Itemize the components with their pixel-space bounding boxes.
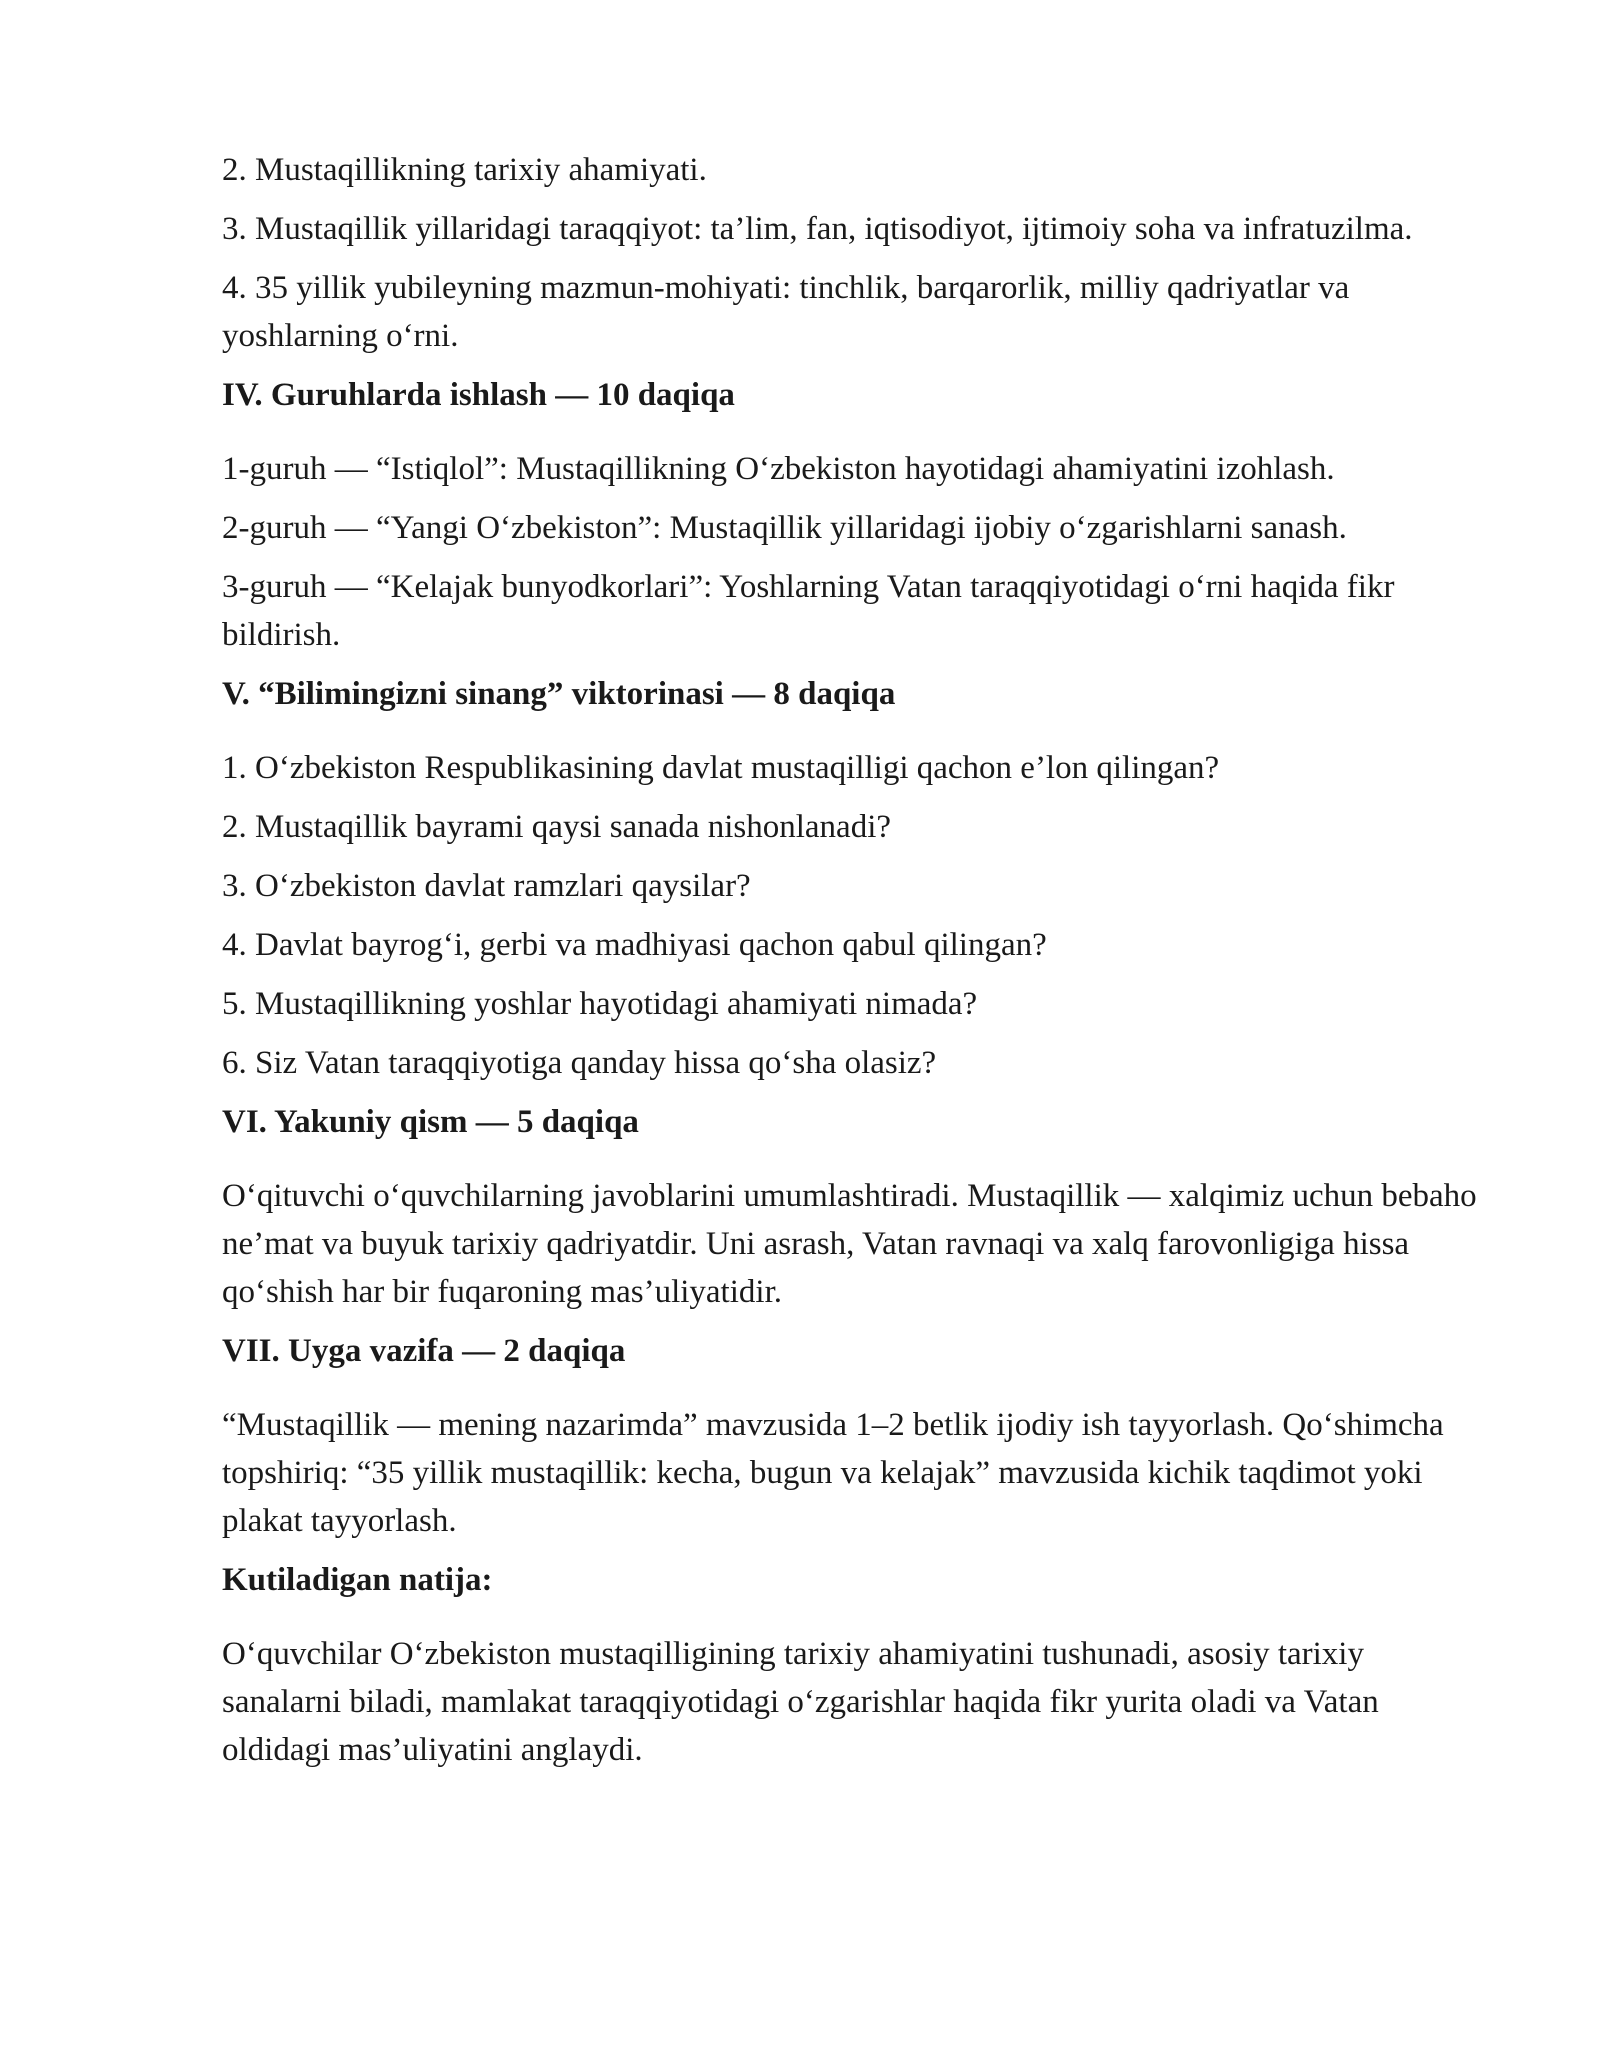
list-item: 4. 35 yillik yubileyning mazmun-mohiyati: tinchlik, barqarorlik, milliy qadriyatlar va yoshlarning o‘rni. xyxy=(222,270,1350,354)
list-item: 3-guruh — “Kelajak bunyodkorlari”: Yoshlarning Vatan taraqqiyotidagi o‘rni haqida fikr bildirish. xyxy=(222,569,1395,653)
list-item: 3. Mustaqillik yillaridagi taraqqiyot: ta’lim, fan, iqtisodiyot, ijtimoiy soha va infratuzilma. xyxy=(222,211,1413,247)
list-item: 5. Mustaqillikning yoshlar hayotidagi ahamiyati nimada? xyxy=(222,986,978,1022)
list-item: 2. Mustaqillikning tarixiy ahamiyati. xyxy=(222,152,707,188)
list-item: 1-guruh — “Istiqlol”: Mustaqillikning O‘zbekiston hayotidagi ahamiyatini izohlash. xyxy=(222,451,1335,487)
paragraph: “Mustaqillik — mening nazarimda” mavzusida 1–2 betlik ijodiy ish tayyorlash. Qo‘shimcha topshiriq: “35 yillik mustaqillik: kecha, bugun va kelajak” mavzusida kichik taqdimot yoki plakat tayyorlash. xyxy=(222,1407,1444,1539)
list-item: 6. Siz Vatan taraqqiyotiga qanday hissa qo‘sha olasiz? xyxy=(222,1045,937,1081)
list-item: 1. O‘zbekiston Respublikasining davlat mustaqilligi qachon e’lon qilingan? xyxy=(222,750,1220,786)
section-heading-iv: IV. Guruhlarda ishlash — 10 daqiqa xyxy=(222,377,735,413)
document-page xyxy=(222,146,1482,1785)
paragraph: O‘quvchilar O‘zbekiston mustaqilligining tarixiy ahamiyatini tushunadi, asosiy tarixiy sanalarni biladi, mamlakat taraqqiyotidagi o‘zgarishlar haqida fikr yurita oladi va Vatan oldidagi mas’uliyatini anglaydi. xyxy=(222,1636,1379,1768)
section-heading-v: V. “Bilimingizni sinang” viktorinasi — 8 daqiqa xyxy=(222,676,896,712)
list-item: 4. Davlat bayrog‘i, gerbi va madhiyasi qachon qabul qilingan? xyxy=(222,927,1047,963)
paragraph: O‘qituvchi o‘quvchilarning javoblarini umumlashtiradi. Mustaqillik — xalqimiz uchun bebaho ne’mat va buyuk tarixiy qadriyatdir. Uni asrash, Vatan ravnaqi va xalq farovonligiga hissa qo‘shish har bir fuqaroning mas’uliyatidir. xyxy=(222,1178,1477,1310)
list-item: 2-guruh — “Yangi O‘zbekiston”: Mustaqillik yillaridagi ijobiy o‘zgarishlarni sanash. xyxy=(222,510,1347,546)
list-item: 3. O‘zbekiston davlat ramzlari qaysilar? xyxy=(222,868,751,904)
list-item: 2. Mustaqillik bayrami qaysi sanada nishonlanadi? xyxy=(222,809,892,845)
outcome-heading: Kutiladigan natija: xyxy=(222,1562,493,1598)
section-heading-vi: VI. Yakuniy qism — 5 daqiqa xyxy=(222,1104,639,1140)
section-heading-vii: VII. Uyga vazifa — 2 daqiqa xyxy=(222,1333,626,1369)
